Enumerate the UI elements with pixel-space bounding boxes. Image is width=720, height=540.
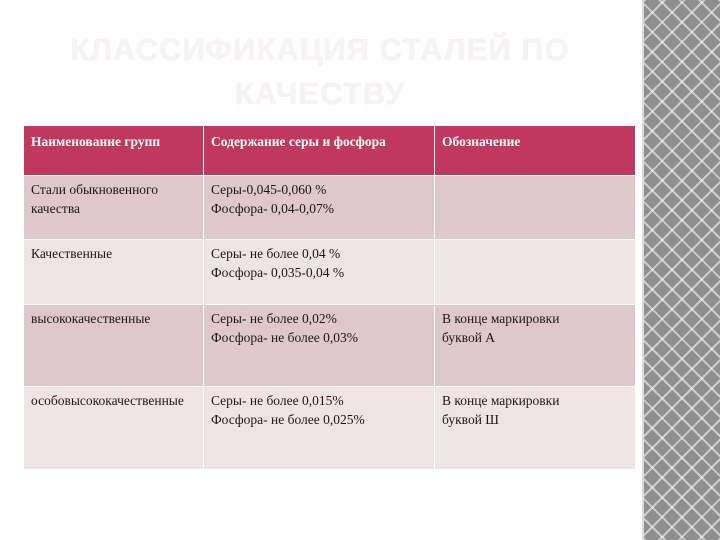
slide-title: КЛАССИФИКАЦИЯ СТАЛЕЙ ПО КАЧЕСТВУ — [70, 32, 570, 111]
decorative-side-pattern — [642, 0, 720, 540]
sulfur-value: Серы- не более 0,04 % — [211, 246, 341, 261]
table-header-row — [24, 126, 636, 176]
table-row — [24, 387, 636, 470]
sulfur-value: Серы- не более 0,015% — [211, 393, 344, 408]
designation-line2: буквой Ш — [442, 412, 499, 427]
phosphorus-value: Фосфора- 0,035-0,04 % — [211, 265, 345, 280]
group-cell: Качественные — [24, 240, 204, 305]
sulfur-value: Серы- не более 0,02% — [211, 311, 337, 326]
phosphorus-value: Фосфора- не более 0,025% — [211, 412, 365, 427]
content-cell — [204, 176, 435, 240]
designation-cell — [435, 240, 636, 305]
designation-line2: буквой А — [442, 330, 496, 345]
header-sulfur-phosphorus: Содержание серы и фосфора — [204, 126, 435, 176]
designation-cell — [435, 176, 636, 240]
designation-cell — [435, 387, 636, 470]
phosphorus-value: Фосфора- 0,04-0,07% — [211, 201, 335, 216]
content-cell — [204, 387, 435, 470]
table-row — [24, 240, 636, 305]
table-row — [24, 176, 636, 240]
designation-line1: В конце маркировки — [442, 311, 560, 326]
designation-cell — [435, 305, 636, 387]
header-designation: Обозначение — [435, 126, 636, 176]
designation-line1: В конце маркировки — [442, 393, 560, 408]
header-group-name: Наименование групп — [24, 126, 204, 176]
group-cell: особовысококачественные — [24, 387, 204, 470]
steel-classification-table — [23, 125, 636, 470]
phosphorus-value: Фосфора- не более 0,03% — [211, 330, 359, 345]
table-row — [24, 305, 636, 387]
group-cell: высококачественные — [24, 305, 204, 387]
group-cell: Стали обыкновенного качества — [24, 176, 204, 240]
content-cell — [204, 305, 435, 387]
content-cell — [204, 240, 435, 305]
sulfur-value: Серы-0,045-0,060 % — [211, 182, 327, 197]
